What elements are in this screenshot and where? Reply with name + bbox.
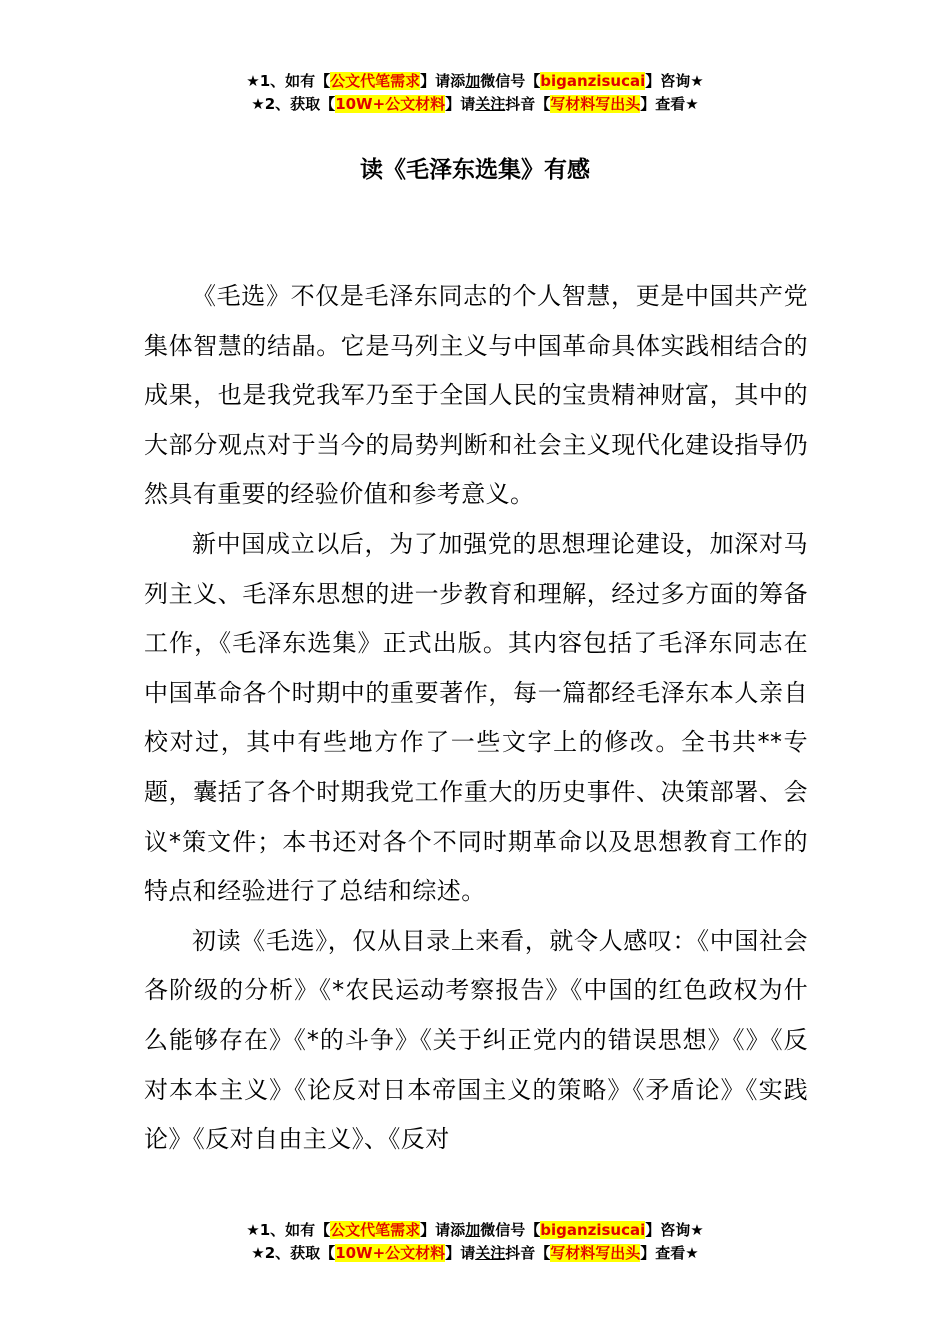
promo-text: 】请 (445, 1244, 476, 1262)
promo-underline: 关注 (475, 95, 506, 113)
promo-text: 】请添 (420, 72, 466, 90)
promo-underline: 加 (465, 1221, 481, 1239)
promo-text: 抖音【 (505, 1244, 551, 1262)
promo-highlight: 10W+公文材料 (335, 95, 446, 113)
promo-underline: 加 (465, 72, 481, 90)
promo-line-2 (0, 93, 950, 116)
paragraph: 初读《毛选》，仅从目录上来看，就令人感叹：《中国社会各阶级的分析》《*农民运动考察报告》《中国的红色政权为什么能够存在》《*的斗争》《关于纠正党内的错误思想》《》《反对本本主义》《论反对日本帝国主义的策略》《矛盾论》《实践论》《反对自由主义》、《反对 (144, 926, 808, 1154)
promo-text: 】查看★ (640, 95, 699, 113)
promo-underline: 关注 (475, 1244, 506, 1262)
promo-text: 】查看★ (640, 1244, 699, 1262)
promo-highlight: 写材料写出头 (550, 95, 641, 113)
promo-highlight: 写材料写出头 (550, 1244, 641, 1262)
promo-banner-top (0, 70, 950, 116)
promo-text: 微信号【 (480, 1221, 541, 1239)
paragraph: 新中国成立以后，为了加强党的思想理论建设，加深对马列主义、毛泽东思想的进一步教育和理解，经过多方面的筹备工作，《毛泽东选集》正式出版。其内容包括了毛泽东同志在中国革命各个时期中的重要著作，每一篇都经毛泽东本人亲自校对过，其中有些地方作了一些文字上的修改。全书共**专题，囊括了各个时期我党工作重大的历史事件、决策部署、会议*策文件；本书还对各个不同时期革命以及思想教育工作的特点和经验进行了总结和综述。 (144, 529, 808, 906)
promo-text: 】请添 (420, 1221, 466, 1239)
document-title: 读《毛泽东选集》有感 (360, 157, 590, 183)
promo-text: ★1、如有【 (246, 72, 331, 90)
promo-line-1 (0, 70, 950, 93)
promo-line-2 (0, 1242, 950, 1265)
promo-highlight: 公文代笔需求 (330, 72, 421, 90)
promo-text: ★2、获取【 (251, 1244, 336, 1262)
promo-highlight: biganzisucai (540, 1221, 646, 1239)
paragraph: 《毛选》不仅是毛泽东同志的个人智慧，更是中国共产党集体智慧的结晶。它是马列主义与中国革命具体实践相结合的成果，也是我党我军乃至于全国人民的宝贵精神财富，其中的大部分观点对于当今的局势判断和社会主义现代化建设指导仍然具有重要的经验价值和参考意义。 (144, 282, 808, 509)
promo-text: 】请 (445, 95, 476, 113)
promo-line-1 (0, 1219, 950, 1242)
promo-text: 】咨询★ (645, 1221, 704, 1239)
promo-text: ★1、如有【 (246, 1221, 331, 1239)
promo-text: 抖音【 (505, 95, 551, 113)
promo-highlight: 公文代笔需求 (330, 1221, 421, 1239)
promo-banner-bottom (0, 1219, 950, 1265)
document-body (144, 272, 808, 1165)
promo-text: 】咨询★ (645, 72, 704, 90)
promo-highlight: biganzisucai (540, 72, 646, 90)
promo-highlight: 10W+公文材料 (335, 1244, 446, 1262)
promo-text: 微信号【 (480, 72, 541, 90)
promo-text: ★2、获取【 (251, 95, 336, 113)
